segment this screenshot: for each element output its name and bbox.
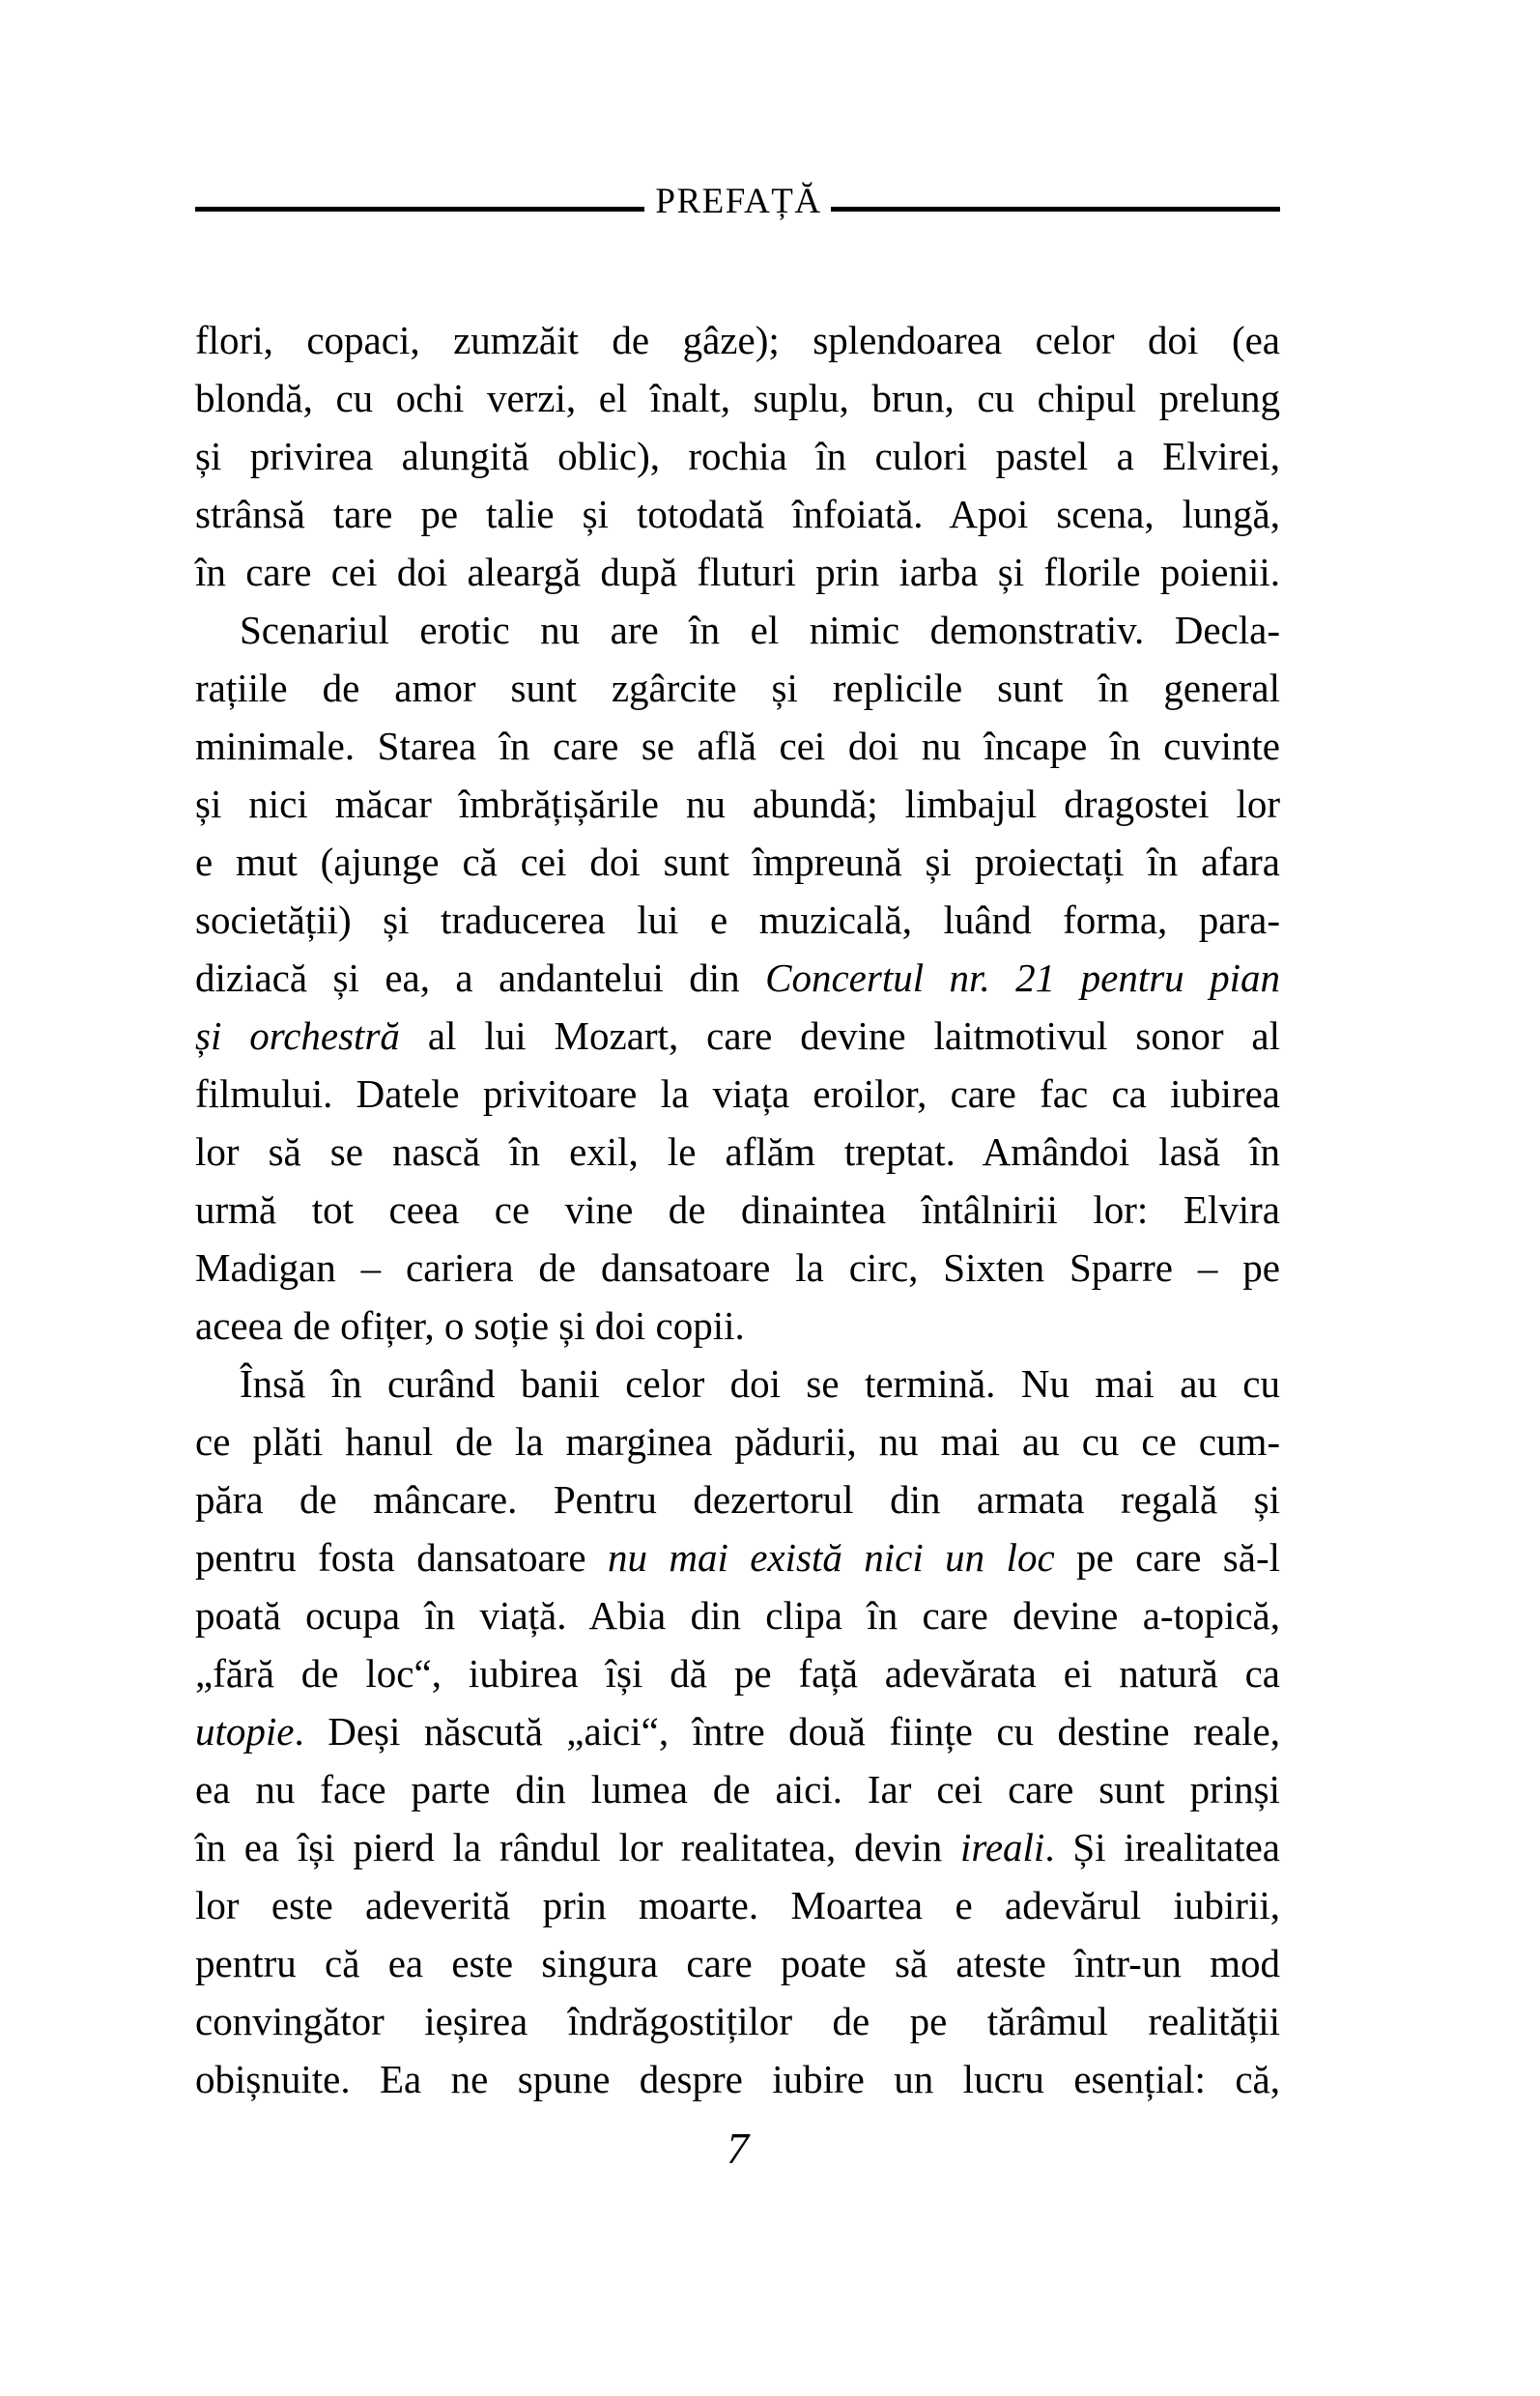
italic-text-segment: și orchestră bbox=[195, 1013, 400, 1058]
text-segment: „fără de loc“, iubirea își dă pe față adevărata ei natură ca bbox=[195, 1651, 1280, 1696]
text-segment: lor să se nască în exil, le aflăm treptat. Amândoi lasă în bbox=[195, 1129, 1280, 1174]
text-segment: al lui Mozart, care devine laitmotivul sonor al bbox=[399, 1013, 1280, 1058]
line-text bbox=[195, 434, 1280, 478]
line-text bbox=[195, 318, 1280, 362]
line-text bbox=[195, 666, 1280, 710]
text-segment: filmului. Datele privitoare la viața eroilor, care fac ca iubirea bbox=[195, 1071, 1280, 1116]
line-text bbox=[195, 1129, 1280, 1174]
text-line bbox=[195, 1876, 1280, 1934]
text-segment: diziacă și ea, a andantelui din bbox=[195, 956, 766, 1000]
line-text bbox=[195, 1883, 1280, 1927]
line-text bbox=[195, 1941, 1280, 1985]
line-text bbox=[195, 2057, 1280, 2101]
text-line bbox=[195, 1818, 1280, 1876]
text-line bbox=[195, 1123, 1280, 1181]
text-segment: ea nu face parte din lumea de aici. Iar cei care sunt prinși bbox=[195, 1767, 1280, 1811]
text-line bbox=[195, 1586, 1280, 1644]
text-line bbox=[195, 775, 1280, 833]
text-segment: Scenariul erotic nu are în el nimic demonstrativ. Decla- bbox=[240, 608, 1280, 652]
text-segment: aceea de ofițer, o soție și doi copii. bbox=[195, 1303, 745, 1348]
text-line bbox=[195, 1470, 1280, 1528]
text-segment: . Și irealitatea bbox=[1044, 1825, 1280, 1869]
text-line bbox=[195, 1934, 1280, 1992]
line-text bbox=[240, 1361, 1280, 1406]
line-text bbox=[195, 1709, 1280, 1754]
text-line bbox=[195, 1297, 1280, 1355]
text-line bbox=[195, 1760, 1280, 1818]
text-line bbox=[195, 1702, 1280, 1760]
line-text bbox=[195, 1767, 1280, 1811]
line-text bbox=[195, 550, 1280, 594]
text-line bbox=[195, 2050, 1280, 2108]
page-header bbox=[195, 184, 1280, 219]
text-segment: și privirea alungită oblic), rochia în culori pastel a Elvirei, bbox=[195, 434, 1280, 478]
page-title: PREFAȚĂ bbox=[655, 182, 822, 221]
text-segment: în ea își pierd la rândul lor realitatea, devin bbox=[195, 1825, 961, 1869]
text-line bbox=[195, 311, 1280, 369]
text-segment: pe care să-l bbox=[1054, 1535, 1281, 1580]
italic-text-segment: utopie bbox=[195, 1709, 295, 1754]
line-text bbox=[195, 1071, 1280, 1116]
line-text bbox=[195, 1245, 1280, 1290]
line-text bbox=[195, 782, 1280, 826]
text-segment: ce plăti hanul de la marginea pădurii, nu mai au cu ce cum- bbox=[195, 1419, 1280, 1464]
text-line bbox=[195, 949, 1280, 1007]
text-segment: Însă în curând banii celor doi se termină. Nu mai au cu bbox=[240, 1361, 1280, 1406]
text-segment: . Deși născută „aici“, între două ființe cu destine reale, bbox=[294, 1709, 1280, 1754]
line-text bbox=[195, 1593, 1280, 1638]
text-line bbox=[195, 1181, 1280, 1239]
italic-text-segment: Concertul nr. 21 pentru pian bbox=[765, 956, 1281, 1000]
text-line bbox=[195, 1528, 1280, 1586]
text-line bbox=[195, 543, 1280, 601]
line-text bbox=[195, 492, 1280, 536]
body-text bbox=[195, 311, 1280, 2108]
text-line bbox=[195, 485, 1280, 543]
text-line bbox=[195, 1412, 1280, 1470]
line-text bbox=[195, 1419, 1280, 1464]
text-segment: blondă, cu ochi verzi, el înalt, suplu, brun, cu chipul prelung bbox=[195, 376, 1280, 420]
line-text bbox=[195, 1825, 1280, 1869]
line-text bbox=[195, 1999, 1280, 2043]
text-line bbox=[195, 1644, 1280, 1702]
text-line bbox=[195, 369, 1280, 427]
text-line bbox=[195, 833, 1280, 891]
text-segment: și nici măcar îmbrățișările nu abundă; limbajul dragostei lor bbox=[195, 782, 1280, 826]
text-segment: strânsă tare pe talie și totodată înfoiată. Apoi scena, lungă, bbox=[195, 492, 1280, 536]
text-line bbox=[195, 1007, 1280, 1065]
header-rule-right bbox=[831, 207, 1280, 212]
line-text bbox=[195, 1303, 745, 1348]
text-segment: flori, copaci, zumzăit de gâze); splendoarea celor doi (ea bbox=[195, 318, 1280, 362]
line-text bbox=[195, 1651, 1280, 1696]
text-segment: păra de mâncare. Pentru dezertorul din armata regală și bbox=[195, 1477, 1280, 1522]
line-text bbox=[240, 608, 1280, 652]
line-text bbox=[195, 898, 1280, 942]
text-line bbox=[195, 659, 1280, 717]
text-segment: e mut (ajunge că cei doi sunt împreună și proiectați în afara bbox=[195, 840, 1280, 884]
line-text bbox=[195, 840, 1280, 884]
text-segment: rațiile de amor sunt zgârcite și replicile sunt în general bbox=[195, 666, 1280, 710]
line-text bbox=[195, 1013, 1280, 1058]
line-text bbox=[195, 1535, 1280, 1580]
line-text bbox=[195, 376, 1280, 420]
text-segment: poată ocupa în viață. Abia din clipa în care devine a-topică, bbox=[195, 1593, 1280, 1638]
italic-text-segment: nu mai există nici un loc bbox=[607, 1535, 1055, 1580]
text-segment: pentru fosta dansatoare bbox=[195, 1535, 608, 1580]
text-segment: urmă tot ceea ce vine de dinaintea întâlnirii lor: Elvira bbox=[195, 1187, 1280, 1232]
page-number: 7 bbox=[727, 2124, 749, 2173]
header-rule-left bbox=[195, 207, 644, 212]
text-segment: societății) și traducerea lui e muzicală, luând forma, para- bbox=[195, 898, 1280, 942]
line-text bbox=[195, 956, 1280, 1000]
text-segment: minimale. Starea în care se află cei doi nu încape în cuvinte bbox=[195, 724, 1280, 768]
text-line bbox=[195, 1992, 1280, 2050]
italic-text-segment: ireali bbox=[960, 1825, 1045, 1869]
text-line bbox=[195, 717, 1280, 775]
text-segment: în care cei doi aleargă după fluturi prin iarba și florile poienii. bbox=[195, 550, 1280, 594]
text-line bbox=[195, 1239, 1280, 1297]
text-line bbox=[195, 1065, 1280, 1123]
text-segment: lor este adeverită prin moarte. Moartea e adevărul iubirii, bbox=[195, 1883, 1280, 1927]
text-line bbox=[195, 891, 1280, 949]
line-text bbox=[195, 724, 1280, 768]
text-segment: obișnuite. Ea ne spune despre iubire un lucru esențial: că, bbox=[195, 2057, 1280, 2101]
text-line bbox=[195, 601, 1280, 659]
text-line bbox=[195, 1355, 1280, 1412]
text-line bbox=[195, 427, 1280, 485]
text-segment: pentru că ea este singura care poate să ateste într-un mod bbox=[195, 1941, 1280, 1985]
line-text bbox=[195, 1187, 1280, 1232]
text-segment: convingător ieșirea îndrăgostiților de pe tărâmul realității bbox=[195, 1999, 1280, 2043]
line-text bbox=[195, 1477, 1280, 1522]
text-segment: Madigan – cariera de dansatoare la circ, Sixten Sparre – pe bbox=[195, 1245, 1280, 1290]
